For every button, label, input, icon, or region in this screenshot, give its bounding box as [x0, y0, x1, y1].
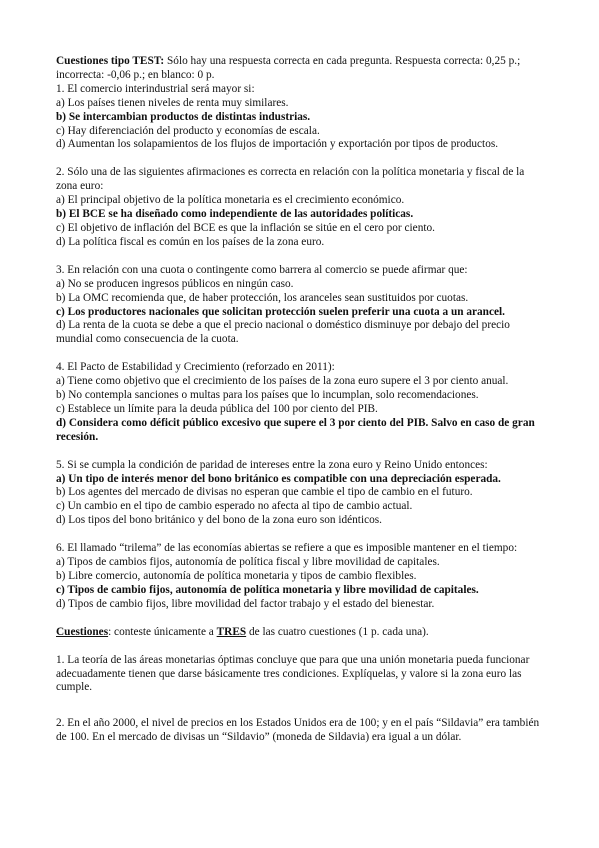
question-3-option-b: b) La OMC recomienda que, de haber protección, los aranceles sean sustituidos por cuotas.	[56, 291, 469, 304]
question-4	[56, 361, 543, 444]
question-6-stem: 6. El llamado “trilema” de las economías abiertas se refiere a que es imposible mantener en el tiempo:	[56, 542, 518, 555]
question-2-option-a: a) El principal objetivo de la política monetaria es el crecimiento económico.	[56, 194, 405, 207]
question-2-option-c: c) El objetivo de inflación del BCE es que la inflación se sitúe en el cero por ciento.	[56, 221, 435, 234]
cuestiones-text-1: : conteste únicamente a	[108, 625, 217, 638]
question-2-option-b: b) El BCE se ha diseñado como independiente de las autoridades políticas.	[56, 208, 414, 221]
question-1-option-c: c) Hay diferenciación del producto y economías de escala.	[56, 124, 320, 137]
cuestiones-tres: TRES	[216, 625, 247, 638]
cuestiones-instructions	[56, 626, 543, 640]
question-3-option-d: d) La renta de la cuota se debe a que el precio nacional o doméstico disminuye por debajo del precio mundial como consecuencia de la cuota.	[56, 319, 510, 346]
question-3	[56, 264, 543, 347]
question-6-option-c: c) Tipos de cambio fijos, autonomía de política monetaria y libre movilidad de capitales.	[56, 583, 479, 596]
question-1-stem: 1. El comercio interindustrial será mayor si:	[56, 82, 255, 95]
question-3-stem: 3. En relación con una cuota o contingente como barrera al comercio se puede afirmar que:	[56, 263, 468, 276]
question-3-option-a: a) No se producen ingresos públicos en ningún caso.	[56, 277, 294, 290]
question-5-option-d: d) Los tipos del bono británico y del bono de la zona euro son idénticos.	[56, 514, 382, 527]
question-1-option-a: a) Los países tienen niveles de renta muy similares.	[56, 96, 289, 109]
question-5-option-a: a) Un tipo de interés menor del bono británico es compatible con una depreciación esperada.	[56, 472, 501, 485]
instructions-text: Sólo hay una respuesta correcta en cada pregunta. Respuesta correcta: 0,25 p.; incorrecta: -0,06 p.; en blanco: 0 p.	[56, 55, 521, 81]
question-6-option-b: b) Libre comercio, autonomía de política monetaria y tipos de cambio flexibles.	[56, 570, 417, 582]
question-6-option-d: d) Tipos de cambio fijos, libre movilidad del factor trabajo y el estado del bienestar.	[56, 597, 435, 610]
cuestion-2: 2. En el año 2000, el nivel de precios en los Estados Unidos era de 100; y en el país “Sildavia” era también de 100. En el mercado de divisas un “Sildavio” (moneda de Sildavia) era igual a un dólar.	[56, 717, 540, 744]
question-5-stem: 5. Si se cumpla la condición de paridad de intereses entre la zona euro y Reino Unido entonces:	[56, 458, 488, 471]
question-1-option-d: d) Aumentan los solapamientos de los flujos de importación y exportación por tipos de productos.	[56, 138, 499, 151]
question-4-option-b: b) No contempla sanciones o multas para los países que lo incumplan, solo recomendaciones.	[56, 389, 479, 402]
instructions	[56, 55, 543, 83]
question-5-option-c: c) Un cambio en el tipo de cambio esperado no afecta al tipo de cambio actual.	[56, 500, 413, 513]
question-5	[56, 459, 543, 529]
question-1	[56, 83, 543, 153]
question-2-stem: 2. Sólo una de las siguientes afirmaciones es correcta en relación con la política monetaria y fiscal de la zona euro:	[56, 166, 525, 193]
question-4-option-a: a) Tiene como objetivo que el crecimiento de los países de la zona euro supere el 3 por ciento anual.	[56, 375, 509, 388]
question-4-stem: 4. El Pacto de Estabilidad y Crecimiento (reforzado en 2011):	[56, 361, 335, 374]
cuestion-1: 1. La teoría de las áreas monetarias óptimas concluye que para que una unión monetaria pueda funcionar adecuadamente tienen que darse básicamente tres condiciones. Explíquelas, y valore si la zona euro las cumple.	[56, 653, 530, 694]
question-2	[56, 166, 543, 249]
question-1-option-b: b) Se intercambian productos de distintas industrias.	[56, 110, 311, 123]
question-2-option-d: d) La política fiscal es común en los países de la zona euro.	[56, 235, 325, 248]
question-6-option-a: a) Tipos de cambios fijos, autonomía de política fiscal y libre movilidad de capitales.	[56, 556, 440, 569]
cuestiones-label: Cuestiones	[56, 625, 109, 638]
question-4-option-c: c) Establece un límite para la deuda pública del 100 por ciento del PIB.	[56, 402, 378, 415]
question-5-option-b: b) Los agentes del mercado de divisas no esperan que cambie el tipo de cambio en el futuro.	[56, 486, 473, 499]
instructions-label: Cuestiones tipo TEST:	[56, 55, 165, 67]
question-6	[56, 542, 543, 612]
question-4-option-d: d) Considera como déficit público excesivo que supere el 3 por ciento del PIB. Salvo en caso de gran recesión.	[56, 416, 535, 443]
cuestiones-text-2: de las cuatro cuestiones (1 p. cada una).	[246, 625, 429, 638]
question-3-option-c: c) Los productores nacionales que solicitan protección suelen preferir una cuota a un arancel.	[56, 305, 505, 318]
